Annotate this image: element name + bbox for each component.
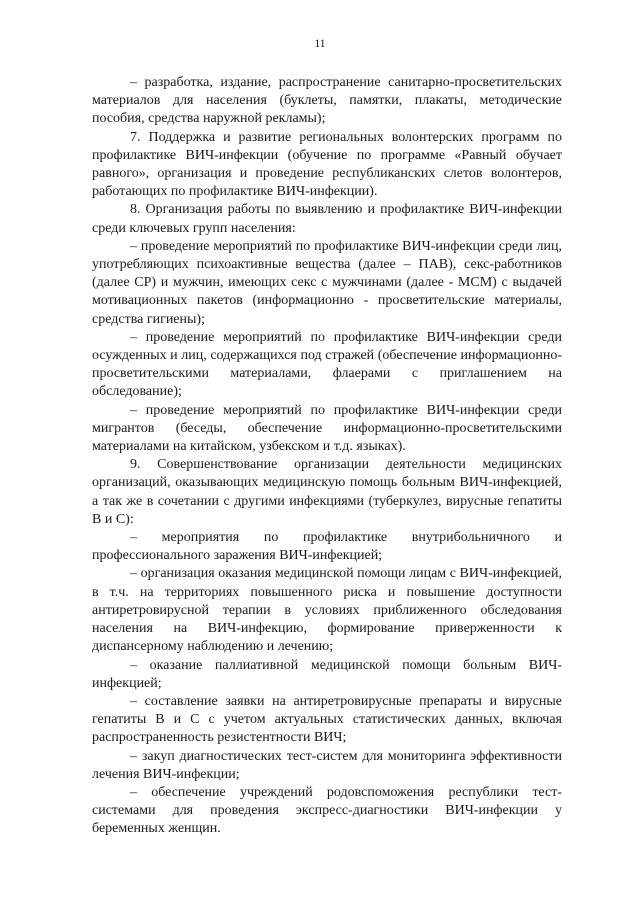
paragraph: 7. Поддержка и развитие региональных волонтерских программ по профилактике ВИЧ-инфекции (обучение по программе «Равный обучает равного», организация и проведение республиканских слетов волонтеров, работающих по профилактике ВИЧ-инфекции). <box>92 129 562 200</box>
paragraph: – оказание паллиативной медицинской помощи больным ВИЧ-инфекцией; <box>92 657 562 691</box>
paragraph: 8. Организация работы по выявлению и профилактике ВИЧ-инфекции среди ключевых групп населения: <box>92 202 562 236</box>
paragraph: – организация оказания медицинской помощи лицам с ВИЧ-инфекцией, в т.ч. на территориях повышенного риска и повышение доступности антиретровирусной терапии в условиях приближенного обследования населения на ВИЧ-инфекцию, формирование приверженности к диспансерному наблюдению и лечению; <box>92 566 562 655</box>
page-number: 11 <box>314 38 326 50</box>
paragraph: – проведение мероприятий по профилактике ВИЧ-инфекции среди осужденных и лиц, содержащихся под стражей (обеспечение информационно-просветительскими материалами, флаерами с приглашением на обследование); <box>92 329 562 400</box>
body-text <box>92 74 562 839</box>
paragraph: – составление заявки на антиретровирусные препараты и вирусные гепатиты В и С с учетом актуальных статистических данных, включая распространенность резистентности ВИЧ; <box>92 693 562 746</box>
paragraph: – мероприятия по профилактике внутрибольничного и профессионального заражения ВИЧ-инфекцией; <box>92 530 562 564</box>
paragraph: – проведение мероприятий по профилактике ВИЧ-инфекции среди мигрантов (беседы, обеспечение информационно-просветительскими материалами на китайском, узбекском и т.д. языках). <box>92 402 562 455</box>
paragraph: 9. Совершенствование организации деятельности медицинских организаций, оказывающих медицинскую помощь больным ВИЧ-инфекцией, а так же в сочетании с другими инфекциями (туберкулез, вирусные гепатиты В и С): <box>92 457 562 527</box>
paragraph: – проведение мероприятий по профилактике ВИЧ-инфекции среди лиц, употребляющих психоактивные вещества (далее – ПАВ), секс-работников (далее СР) и мужчин, имеющих секс с мужчинами (далее - МСМ) с выдачей мотивационных пакетов (информационно - просветительские материалы, средства гигиены); <box>92 238 562 327</box>
paragraph: – обеспечение учреждений родовспоможения республики тест-системами для проведения экспресс-диагностики ВИЧ-инфекции у беременных женщин. <box>92 784 562 837</box>
paragraph: – разработка, издание, распространение санитарно-просветительских материалов для населения (буклеты, памятки, плакаты, методические пособия, средства наружной рекламы); <box>92 75 562 127</box>
paragraph: – закуп диагностических тест-систем для мониторинга эффективности лечения ВИЧ-инфекции; <box>92 748 562 782</box>
